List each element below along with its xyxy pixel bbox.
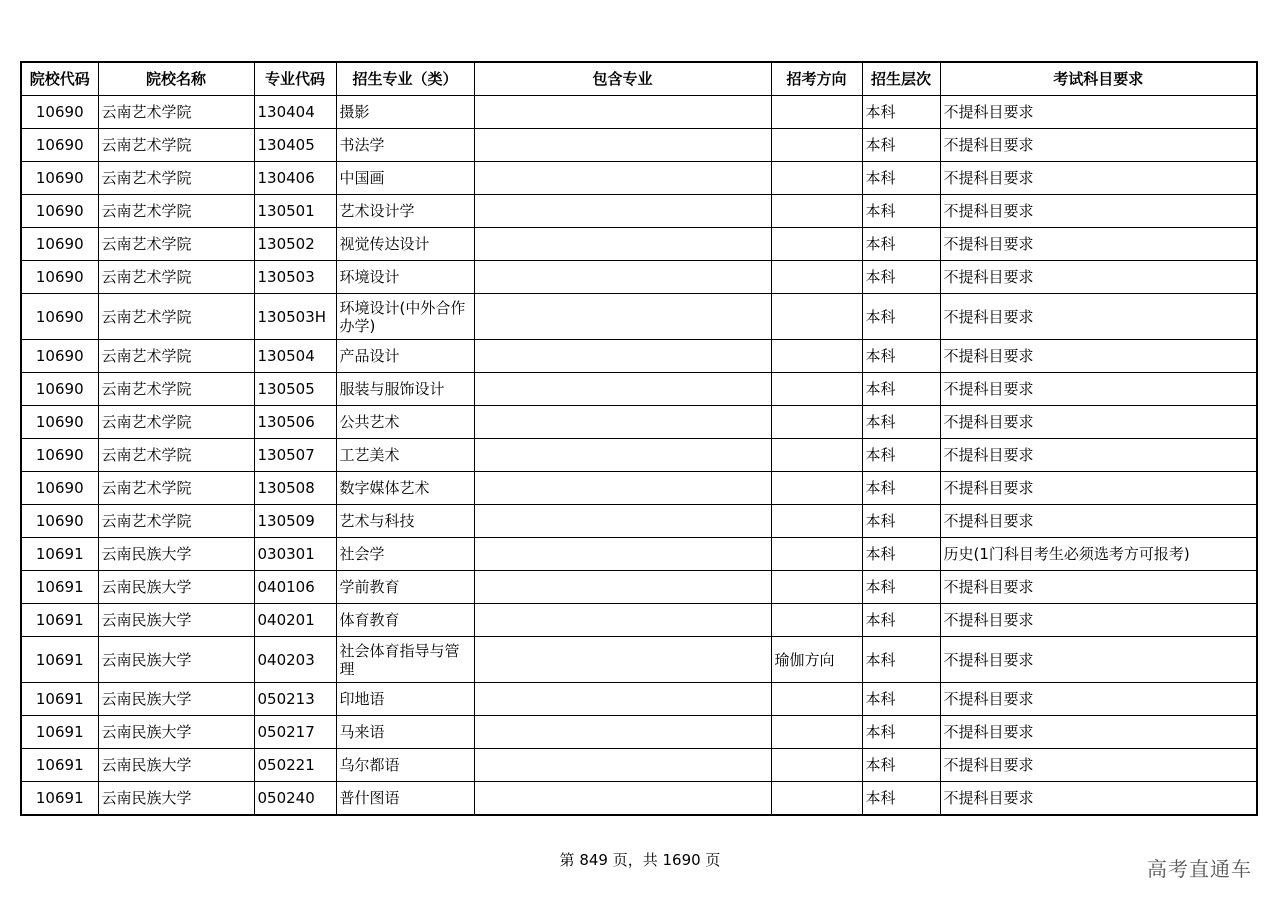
level-cell: 本科 bbox=[862, 472, 940, 505]
school-code-cell: 10690 bbox=[21, 294, 98, 340]
major-name-cell: 摄影 bbox=[336, 96, 474, 129]
school-code-cell: 10691 bbox=[21, 782, 98, 816]
major-name-cell: 印地语 bbox=[336, 683, 474, 716]
subject-requirement-cell: 不提科目要求 bbox=[940, 406, 1257, 439]
level-cell: 本科 bbox=[862, 571, 940, 604]
level-cell: 本科 bbox=[862, 340, 940, 373]
major-code-cell: 130509 bbox=[254, 505, 336, 538]
direction-cell bbox=[771, 505, 862, 538]
school-name-cell: 云南民族大学 bbox=[98, 749, 254, 782]
included-majors-cell bbox=[474, 294, 771, 340]
level-cell: 本科 bbox=[862, 228, 940, 261]
major-code-cell: 130506 bbox=[254, 406, 336, 439]
school-code-cell: 10690 bbox=[21, 439, 98, 472]
level-cell: 本科 bbox=[862, 716, 940, 749]
school-name-cell: 云南艺术学院 bbox=[98, 472, 254, 505]
direction-cell bbox=[771, 195, 862, 228]
school-code-cell: 10690 bbox=[21, 406, 98, 439]
school-name-cell: 云南民族大学 bbox=[98, 782, 254, 816]
included-majors-cell bbox=[474, 406, 771, 439]
major-code-cell: 130508 bbox=[254, 472, 336, 505]
major-code-cell: 130507 bbox=[254, 439, 336, 472]
school-name-cell: 云南艺术学院 bbox=[98, 439, 254, 472]
included-majors-cell bbox=[474, 683, 771, 716]
col-header-school-code: 院校代码 bbox=[21, 62, 98, 96]
school-code-cell: 10690 bbox=[21, 96, 98, 129]
level-cell: 本科 bbox=[862, 162, 940, 195]
major-code-cell: 040201 bbox=[254, 604, 336, 637]
level-cell: 本科 bbox=[862, 604, 940, 637]
direction-cell bbox=[771, 716, 862, 749]
school-name-cell: 云南艺术学院 bbox=[98, 406, 254, 439]
subject-requirement-cell: 不提科目要求 bbox=[940, 604, 1257, 637]
table-body bbox=[21, 96, 1257, 816]
school-name-cell: 云南艺术学院 bbox=[98, 228, 254, 261]
school-name-cell: 云南艺术学院 bbox=[98, 373, 254, 406]
table-row bbox=[21, 571, 1257, 604]
school-code-cell: 10691 bbox=[21, 637, 98, 683]
major-code-cell: 130404 bbox=[254, 96, 336, 129]
subject-requirement-cell: 不提科目要求 bbox=[940, 439, 1257, 472]
included-majors-cell bbox=[474, 538, 771, 571]
direction-cell bbox=[771, 571, 862, 604]
school-code-cell: 10690 bbox=[21, 505, 98, 538]
school-code-cell: 10691 bbox=[21, 683, 98, 716]
major-code-cell: 130503 bbox=[254, 261, 336, 294]
major-code-cell: 050221 bbox=[254, 749, 336, 782]
subject-requirement-cell: 不提科目要求 bbox=[940, 340, 1257, 373]
table-row bbox=[21, 340, 1257, 373]
major-name-cell: 视觉传达设计 bbox=[336, 228, 474, 261]
school-code-cell: 10691 bbox=[21, 749, 98, 782]
table-row bbox=[21, 683, 1257, 716]
school-code-cell: 10691 bbox=[21, 538, 98, 571]
school-name-cell: 云南民族大学 bbox=[98, 571, 254, 604]
major-name-cell: 艺术设计学 bbox=[336, 195, 474, 228]
subject-requirement-cell: 不提科目要求 bbox=[940, 637, 1257, 683]
major-name-cell: 普什图语 bbox=[336, 782, 474, 816]
major-name-cell: 工艺美术 bbox=[336, 439, 474, 472]
table-row bbox=[21, 439, 1257, 472]
subject-requirement-cell: 不提科目要求 bbox=[940, 96, 1257, 129]
major-name-cell: 环境设计 bbox=[336, 261, 474, 294]
major-name-cell: 社会学 bbox=[336, 538, 474, 571]
col-header-direction: 招考方向 bbox=[771, 62, 862, 96]
major-name-cell: 环境设计(中外合作办学) bbox=[336, 294, 474, 340]
major-code-cell: 040203 bbox=[254, 637, 336, 683]
school-name-cell: 云南艺术学院 bbox=[98, 162, 254, 195]
subject-requirement-cell: 历史(1门科目考生必须选考方可报考) bbox=[940, 538, 1257, 571]
major-code-cell: 130501 bbox=[254, 195, 336, 228]
school-code-cell: 10690 bbox=[21, 472, 98, 505]
table-row bbox=[21, 505, 1257, 538]
school-name-cell: 云南民族大学 bbox=[98, 683, 254, 716]
school-code-cell: 10690 bbox=[21, 162, 98, 195]
level-cell: 本科 bbox=[862, 683, 940, 716]
level-cell: 本科 bbox=[862, 782, 940, 816]
table-row bbox=[21, 538, 1257, 571]
school-code-cell: 10690 bbox=[21, 129, 98, 162]
major-code-cell: 050240 bbox=[254, 782, 336, 816]
school-name-cell: 云南艺术学院 bbox=[98, 294, 254, 340]
included-majors-cell bbox=[474, 340, 771, 373]
school-name-cell: 云南艺术学院 bbox=[98, 261, 254, 294]
major-code-cell: 130504 bbox=[254, 340, 336, 373]
major-name-cell: 产品设计 bbox=[336, 340, 474, 373]
subject-requirement-cell: 不提科目要求 bbox=[940, 228, 1257, 261]
subject-requirement-cell: 不提科目要求 bbox=[940, 571, 1257, 604]
col-header-subject-requirement: 考试科目要求 bbox=[940, 62, 1257, 96]
included-majors-cell bbox=[474, 373, 771, 406]
level-cell: 本科 bbox=[862, 195, 940, 228]
direction-cell bbox=[771, 228, 862, 261]
level-cell: 本科 bbox=[862, 373, 940, 406]
included-majors-cell bbox=[474, 228, 771, 261]
subject-requirement-cell: 不提科目要求 bbox=[940, 749, 1257, 782]
major-name-cell: 公共艺术 bbox=[336, 406, 474, 439]
major-name-cell: 艺术与科技 bbox=[336, 505, 474, 538]
major-code-cell: 030301 bbox=[254, 538, 336, 571]
included-majors-cell bbox=[474, 571, 771, 604]
table-row bbox=[21, 782, 1257, 816]
direction-cell bbox=[771, 782, 862, 816]
subject-requirement-cell: 不提科目要求 bbox=[940, 716, 1257, 749]
subject-requirement-cell: 不提科目要求 bbox=[940, 294, 1257, 340]
subject-requirement-cell: 不提科目要求 bbox=[940, 782, 1257, 816]
col-header-major-code: 专业代码 bbox=[254, 62, 336, 96]
major-code-cell: 040106 bbox=[254, 571, 336, 604]
school-code-cell: 10691 bbox=[21, 571, 98, 604]
school-code-cell: 10690 bbox=[21, 195, 98, 228]
school-name-cell: 云南民族大学 bbox=[98, 538, 254, 571]
table-row bbox=[21, 195, 1257, 228]
direction-cell bbox=[771, 162, 862, 195]
direction-cell bbox=[771, 683, 862, 716]
school-name-cell: 云南艺术学院 bbox=[98, 505, 254, 538]
header-row bbox=[21, 62, 1257, 96]
major-name-cell: 社会体育指导与管理 bbox=[336, 637, 474, 683]
included-majors-cell bbox=[474, 749, 771, 782]
direction-cell bbox=[771, 261, 862, 294]
level-cell: 本科 bbox=[862, 96, 940, 129]
included-majors-cell bbox=[474, 261, 771, 294]
included-majors-cell bbox=[474, 195, 771, 228]
school-name-cell: 云南艺术学院 bbox=[98, 195, 254, 228]
school-name-cell: 云南民族大学 bbox=[98, 604, 254, 637]
col-header-major: 招生专业（类） bbox=[336, 62, 474, 96]
school-code-cell: 10690 bbox=[21, 340, 98, 373]
major-code-cell: 050213 bbox=[254, 683, 336, 716]
watermark-logo: 高考直通车 bbox=[1147, 857, 1252, 881]
direction-cell bbox=[771, 538, 862, 571]
included-majors-cell bbox=[474, 782, 771, 816]
subject-requirement-cell: 不提科目要求 bbox=[940, 472, 1257, 505]
included-majors-cell bbox=[474, 505, 771, 538]
level-cell: 本科 bbox=[862, 637, 940, 683]
direction-cell bbox=[771, 340, 862, 373]
major-name-cell: 马来语 bbox=[336, 716, 474, 749]
level-cell: 本科 bbox=[862, 505, 940, 538]
included-majors-cell bbox=[474, 129, 771, 162]
level-cell: 本科 bbox=[862, 261, 940, 294]
major-code-cell: 130505 bbox=[254, 373, 336, 406]
major-name-cell: 中国画 bbox=[336, 162, 474, 195]
level-cell: 本科 bbox=[862, 129, 940, 162]
school-name-cell: 云南民族大学 bbox=[98, 637, 254, 683]
included-majors-cell bbox=[474, 96, 771, 129]
admission-table bbox=[20, 61, 1258, 816]
direction-cell bbox=[771, 604, 862, 637]
school-code-cell: 10691 bbox=[21, 604, 98, 637]
school-name-cell: 云南艺术学院 bbox=[98, 96, 254, 129]
table-row bbox=[21, 637, 1257, 683]
school-name-cell: 云南艺术学院 bbox=[98, 340, 254, 373]
table-row bbox=[21, 96, 1257, 129]
level-cell: 本科 bbox=[862, 439, 940, 472]
major-name-cell: 书法学 bbox=[336, 129, 474, 162]
major-name-cell: 学前教育 bbox=[336, 571, 474, 604]
included-majors-cell bbox=[474, 604, 771, 637]
direction-cell: 瑜伽方向 bbox=[771, 637, 862, 683]
school-code-cell: 10690 bbox=[21, 261, 98, 294]
major-name-cell: 体育教育 bbox=[336, 604, 474, 637]
table-row bbox=[21, 261, 1257, 294]
included-majors-cell bbox=[474, 472, 771, 505]
included-majors-cell bbox=[474, 716, 771, 749]
school-code-cell: 10691 bbox=[21, 716, 98, 749]
school-code-cell: 10690 bbox=[21, 228, 98, 261]
major-name-cell: 乌尔都语 bbox=[336, 749, 474, 782]
table-row bbox=[21, 373, 1257, 406]
school-name-cell: 云南民族大学 bbox=[98, 716, 254, 749]
table-row bbox=[21, 228, 1257, 261]
level-cell: 本科 bbox=[862, 538, 940, 571]
subject-requirement-cell: 不提科目要求 bbox=[940, 261, 1257, 294]
table-row bbox=[21, 406, 1257, 439]
level-cell: 本科 bbox=[862, 749, 940, 782]
table-row bbox=[21, 716, 1257, 749]
subject-requirement-cell: 不提科目要求 bbox=[940, 373, 1257, 406]
table-row bbox=[21, 749, 1257, 782]
subject-requirement-cell: 不提科目要求 bbox=[940, 129, 1257, 162]
included-majors-cell bbox=[474, 162, 771, 195]
level-cell: 本科 bbox=[862, 294, 940, 340]
subject-requirement-cell: 不提科目要求 bbox=[940, 162, 1257, 195]
major-name-cell: 服装与服饰设计 bbox=[336, 373, 474, 406]
subject-requirement-cell: 不提科目要求 bbox=[940, 195, 1257, 228]
table-row bbox=[21, 604, 1257, 637]
included-majors-cell bbox=[474, 637, 771, 683]
direction-cell bbox=[771, 373, 862, 406]
major-code-cell: 130405 bbox=[254, 129, 336, 162]
direction-cell bbox=[771, 406, 862, 439]
subject-requirement-cell: 不提科目要求 bbox=[940, 505, 1257, 538]
major-code-cell: 130406 bbox=[254, 162, 336, 195]
direction-cell bbox=[771, 129, 862, 162]
table-row bbox=[21, 294, 1257, 340]
col-header-school-name: 院校名称 bbox=[98, 62, 254, 96]
school-name-cell: 云南艺术学院 bbox=[98, 129, 254, 162]
direction-cell bbox=[771, 472, 862, 505]
major-code-cell: 050217 bbox=[254, 716, 336, 749]
col-header-included-majors: 包含专业 bbox=[474, 62, 771, 96]
table-row bbox=[21, 162, 1257, 195]
table-row bbox=[21, 472, 1257, 505]
col-header-level: 招生层次 bbox=[862, 62, 940, 96]
major-code-cell: 130503H bbox=[254, 294, 336, 340]
included-majors-cell bbox=[474, 439, 771, 472]
major-name-cell: 数字媒体艺术 bbox=[336, 472, 474, 505]
direction-cell bbox=[771, 294, 862, 340]
direction-cell bbox=[771, 96, 862, 129]
direction-cell bbox=[771, 439, 862, 472]
subject-requirement-cell: 不提科目要求 bbox=[940, 683, 1257, 716]
page-number: 第 849 页，共 1690 页 bbox=[559, 851, 721, 869]
level-cell: 本科 bbox=[862, 406, 940, 439]
major-code-cell: 130502 bbox=[254, 228, 336, 261]
direction-cell bbox=[771, 749, 862, 782]
school-code-cell: 10690 bbox=[21, 373, 98, 406]
table-row bbox=[21, 129, 1257, 162]
